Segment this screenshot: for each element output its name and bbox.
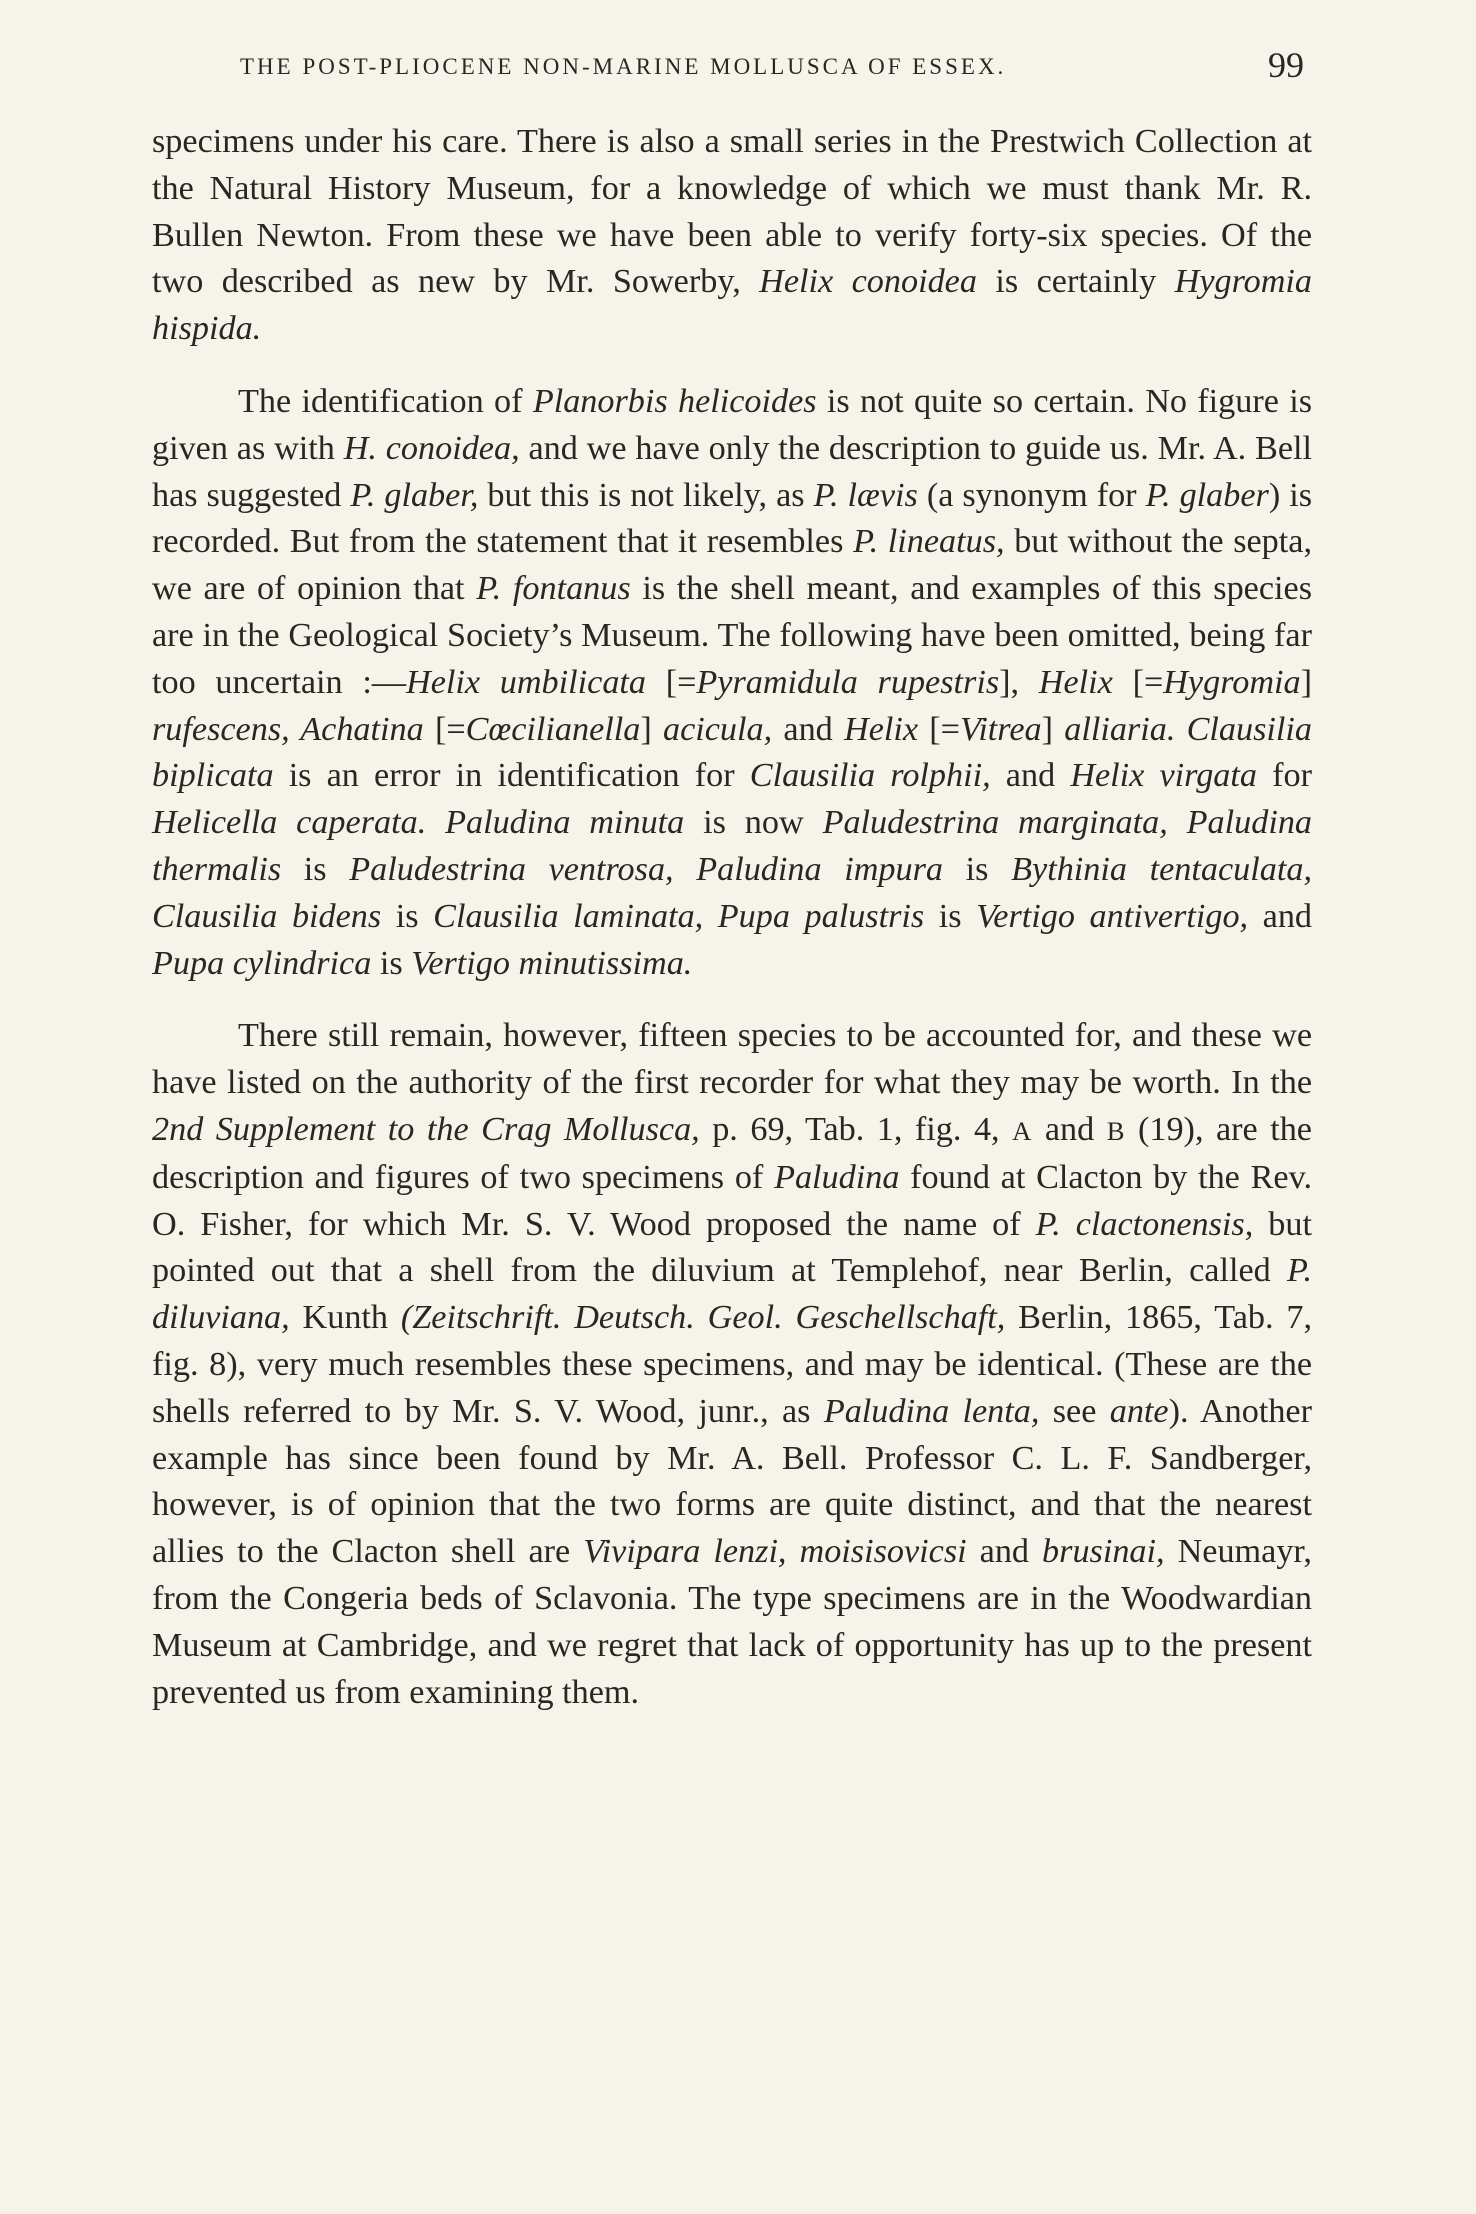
text-run: is not quite so certain. No figure is given as with xyxy=(152,382,1313,467)
text-run: [= xyxy=(646,663,697,701)
italic-run: acicula, xyxy=(662,710,773,748)
text-run: [= xyxy=(1112,663,1164,701)
italic-run: Paludina lenta, xyxy=(823,1392,1040,1430)
text-run: p. 69, Tab. 1, fig. 4, xyxy=(699,1110,1013,1148)
italic-run: Vertigo minutissima. xyxy=(411,944,693,982)
italic-run: Clausilia laminata, Pupa palustris xyxy=(433,897,925,935)
text-run: but this is not likely, as xyxy=(478,476,814,514)
text-run: Berlin, 1865, Tab. 7, fig. 8), very much resembles these specimens, and may be identical. (These are the shells referred to by Mr. S. V. Wood, junr., as xyxy=(152,1299,1312,1430)
italic-run: Clausilia rolphii, xyxy=(749,757,991,795)
text-run: but without the septa, we are of opinion that xyxy=(152,523,1312,608)
text-run: [= xyxy=(918,710,960,748)
italic-run: P. glaber xyxy=(1145,476,1269,514)
running-title: THE POST-PLIOCENE NON-MARINE MOLLUSCA OF ESSEX. xyxy=(240,54,1007,79)
italic-run: (Zeitschrift. Deutsch. Geol. Geschellschaft, xyxy=(400,1299,1006,1337)
text-run: ] xyxy=(1041,710,1065,748)
italic-run: P. glaber, xyxy=(350,476,479,514)
text-run: and xyxy=(772,710,845,748)
text-run: is xyxy=(371,944,412,982)
text-run: is the shell meant, and examples of this species are in the Geological Society’s Museum. The following have been omitted, being far too uncertain :— xyxy=(152,570,1313,701)
italic-run: P. lævis xyxy=(813,476,918,514)
text-run: and xyxy=(1032,1110,1107,1148)
italic-run: ante xyxy=(1109,1392,1169,1430)
paragraph-1 xyxy=(152,119,1312,353)
text-run: The identification of xyxy=(238,382,533,420)
text-run: is xyxy=(943,850,1012,888)
paragraph-2 xyxy=(152,379,1312,987)
text-run: ). Another example has since been found by Mr. A. Bell. Professor C. L. F. Sandberger, however, is of opinion that the two forms are quite distinct, and that the nearest allies to the Clacton shell are xyxy=(152,1392,1312,1571)
body-text xyxy=(152,119,1312,1716)
text-run: (a synonym for xyxy=(917,476,1146,514)
italic-run: Cœcilianella xyxy=(465,710,641,748)
italic-run: Vivipara lenzi, moisisovicsi xyxy=(583,1533,967,1571)
text-run: is certainly xyxy=(976,263,1175,301)
text-run: ) is recorded. But from the statement that it resembles xyxy=(152,476,1312,561)
italic-run: Pyramidula rupestris xyxy=(696,663,1000,701)
italic-run: Clausilia bidens xyxy=(152,897,382,935)
italic-run: brusinai, xyxy=(1042,1533,1165,1571)
italic-run: Planorbis helicoides xyxy=(532,382,817,420)
book-page xyxy=(152,45,1313,1716)
italic-run: Helix conoidea xyxy=(759,263,977,301)
text-run: ] xyxy=(640,710,663,748)
text-run: is now xyxy=(684,804,823,842)
text-run: Neumayr, from the Congeria beds of Sclavonia. The type specimens are in the Woodwardian Museum at Cambridge, and we regret that lack of opportunity has up to the present prevented us from examining them. xyxy=(152,1533,1312,1711)
text-run: (19), are the description and figures of two specimens of xyxy=(152,1110,1312,1196)
italic-run: P. lineatus, xyxy=(853,523,1005,561)
italic-run: P. diluviana, xyxy=(152,1252,1312,1337)
italic-run: P. clactonensis, xyxy=(1035,1205,1254,1243)
italic-run: Helix virgata xyxy=(1070,757,1257,795)
page-number: 99 xyxy=(1268,45,1304,85)
italic-run: Bythinia tentaculata, xyxy=(1011,850,1312,888)
paragraph-3 xyxy=(152,1013,1312,1716)
text-run: for xyxy=(1256,757,1312,795)
italic-run: alliaria. Clausilia biplicata xyxy=(152,710,1312,795)
small-caps-run: B xyxy=(1106,1115,1126,1146)
text-run: [= xyxy=(423,710,466,748)
italic-run: Helix xyxy=(1038,663,1113,701)
text-run: and xyxy=(1248,897,1313,935)
text-run: Kunth xyxy=(289,1299,401,1337)
text-run: is xyxy=(381,897,434,935)
text-run: ], xyxy=(999,663,1039,701)
italic-run: P. fontanus xyxy=(476,570,631,608)
text-run: is xyxy=(281,850,350,888)
text-run: ] xyxy=(1300,663,1312,701)
text-run: found at Clacton by the Rev. O. Fisher, for which Mr. S. V. Wood proposed the name of xyxy=(152,1158,1312,1243)
italic-run: Paludina xyxy=(774,1158,900,1196)
italic-run: Helicella caperata. Paludina minuta xyxy=(152,804,685,842)
italic-run: Vertigo antivertigo, xyxy=(976,897,1249,935)
italic-run: Pupa cylindrica xyxy=(152,944,372,982)
italic-run: H. conoidea, xyxy=(343,429,520,467)
text-run: see xyxy=(1039,1392,1110,1430)
italic-run: Paludestrina ventrosa, Paludina impura xyxy=(349,850,944,888)
text-run: specimens under his care. There is also a small series in the Prestwich Collection at the Natural History Museum, for a knowledge of which we must thank Mr. R. Bullen Newton. From these we have been able to verify forty-six species. Of the two described as new by Mr. Sowerby, xyxy=(152,123,1312,301)
italic-run: Hygromia xyxy=(1163,663,1301,701)
text-run: and xyxy=(990,757,1071,795)
text-run: and we have only the description to guide us. Mr. A. Bell has suggested xyxy=(152,429,1312,514)
italic-run: Helix xyxy=(844,710,919,748)
text-run: is xyxy=(924,897,977,935)
text-run: and xyxy=(966,1533,1043,1571)
text-run: is an error in identification for xyxy=(273,757,750,795)
italic-run: rufescens, Achatina xyxy=(152,710,424,748)
italic-run: Paludestrina marginata, Paludina thermalis xyxy=(152,804,1313,888)
running-header xyxy=(152,45,1312,112)
small-caps-run: A xyxy=(1012,1115,1033,1146)
italic-run: Hygromia hispida. xyxy=(152,263,1312,348)
text-run: There still remain, however, fifteen species to be accounted for, and these we have listed on the authority of the first recorder for what they may be worth. In the xyxy=(152,1017,1312,1102)
italic-run: Helix umbilicata xyxy=(406,663,647,701)
italic-run: Vitrea xyxy=(959,710,1042,748)
text-run: but pointed out that a shell from the diluvium at Templehof, near Berlin, called xyxy=(152,1205,1312,1290)
italic-run: 2nd Supplement to the Crag Mollusca, xyxy=(152,1110,700,1148)
